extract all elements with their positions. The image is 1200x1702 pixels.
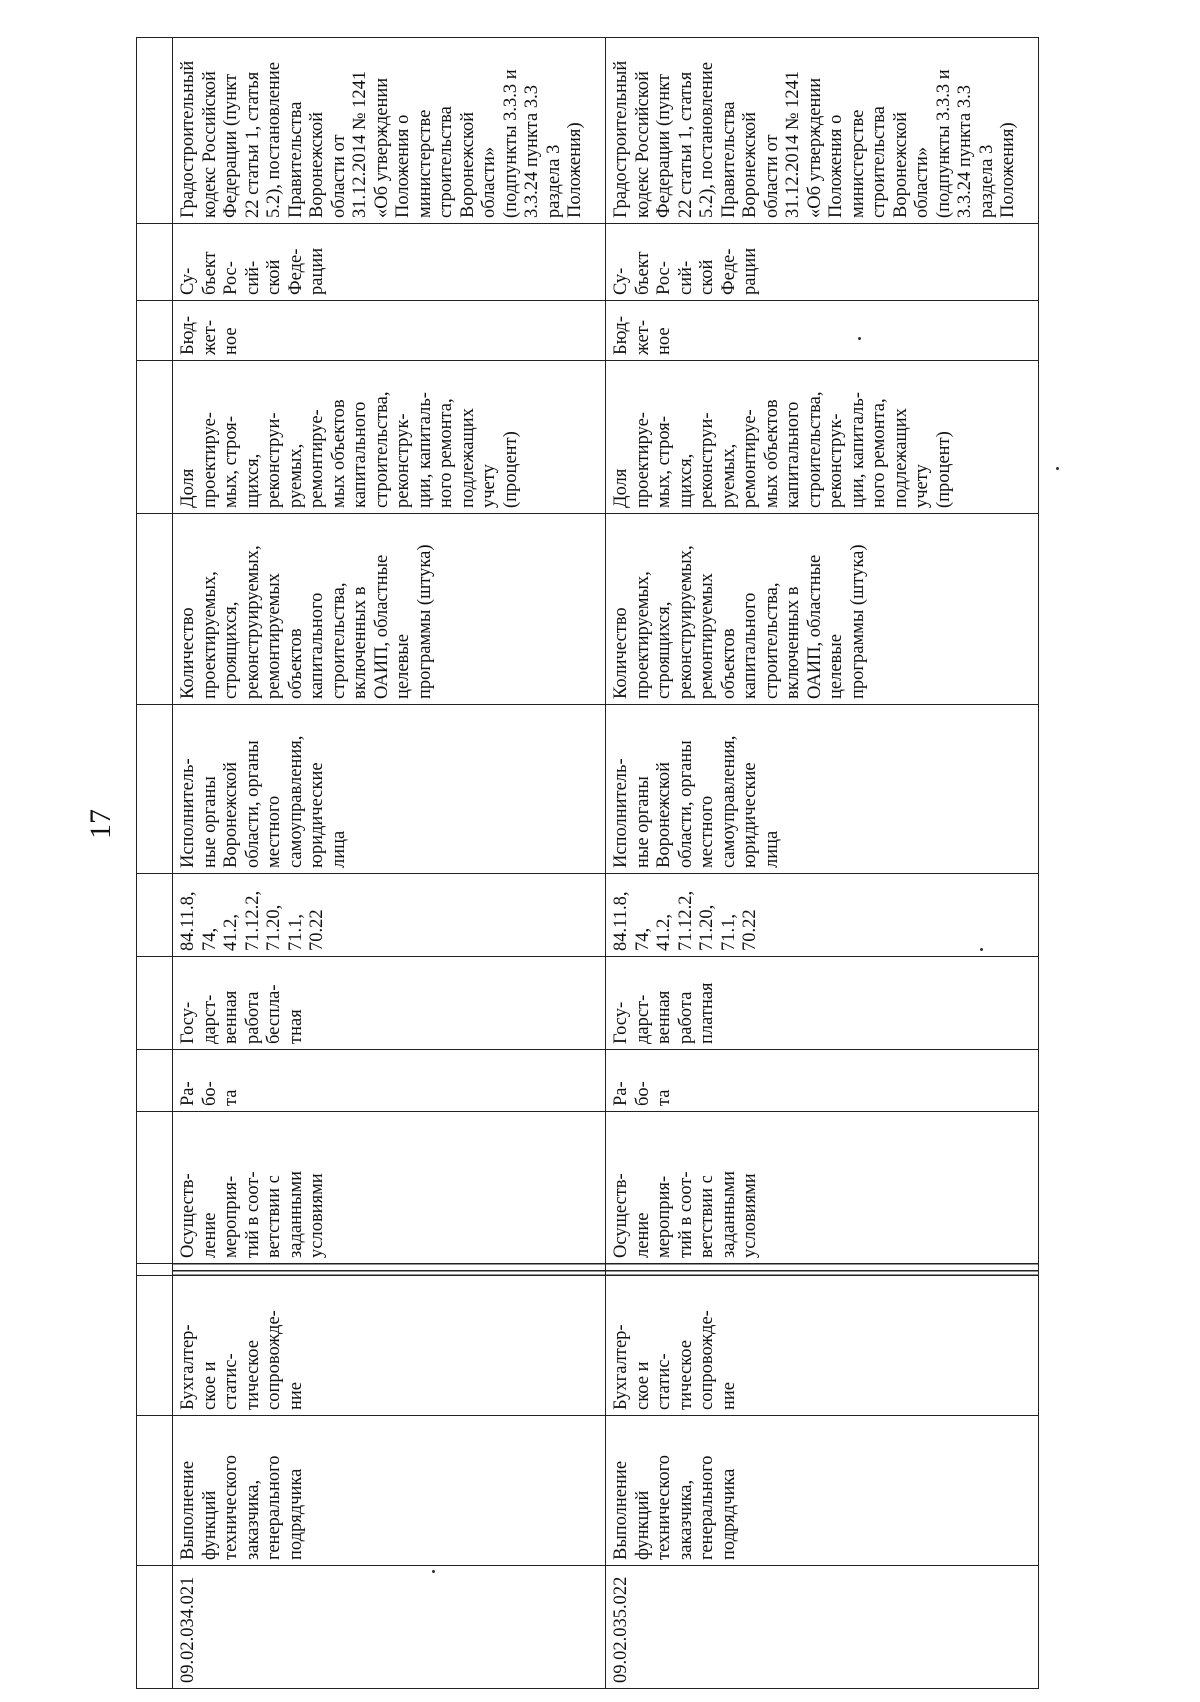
cell-text-line: Осуществ- <box>611 1173 631 1258</box>
spacer-row-top <box>137 38 173 1689</box>
cell-text-line: Воронежской <box>890 111 911 218</box>
cell-text-line: подрядчика <box>718 1468 739 1560</box>
cell-text-line: реконструк- <box>826 413 846 508</box>
cell-text-line: Правительства <box>285 101 306 218</box>
cell-text-line: 5.2), постановление <box>697 62 717 218</box>
cell-text-line: Рос- <box>221 261 241 295</box>
cell-text-line: реконструируемых, <box>675 545 696 699</box>
spacer-cell <box>137 301 173 361</box>
cell-text-line: та <box>221 1089 241 1106</box>
cell-text-line: Осуществ- <box>178 1173 198 1258</box>
cell-funding-type <box>173 301 606 361</box>
spacer-cell <box>137 957 173 1050</box>
cell-text-line: дарст- <box>199 994 220 1044</box>
cell-text-line: щихся, <box>675 453 696 508</box>
cell-text-line: капитального <box>307 592 327 699</box>
cell-text-line: Положения о <box>826 114 846 218</box>
cell-text-line: заданными <box>718 1171 739 1258</box>
cell-text-line: реконструк- <box>393 413 413 508</box>
cell-text-line: строительства, <box>328 582 349 699</box>
cell-text-line: (подпункты 3.3.3 и <box>500 69 521 218</box>
cell-quality-indicator <box>173 361 606 514</box>
cell-conditions <box>606 1112 1039 1264</box>
cell-text-line: строительства <box>436 106 456 218</box>
cell-text-line: Исполнитель- <box>611 758 631 868</box>
cell-text-line: Воронежской <box>457 111 478 218</box>
cell-text-line: рации <box>307 247 327 295</box>
cell-text-line: 71.20, <box>697 904 717 951</box>
cell-text-line: мероприя- <box>221 1175 241 1258</box>
cell-text-line: Воронежской <box>654 761 674 868</box>
cell-text-line: ремонтируемых <box>697 573 717 699</box>
cell-text-line: (процент) <box>933 431 954 508</box>
cell-text-line: ные органы <box>632 776 653 868</box>
cell-text-line: ции, капиталь- <box>414 392 435 508</box>
cell-text-line: щихся, <box>242 453 263 508</box>
cell-text-line: Доля <box>611 468 631 508</box>
cell-text-line: Количество <box>178 607 198 699</box>
cell-text-line: раздела 3 <box>976 144 997 218</box>
cell-text-line: области от <box>761 134 782 218</box>
cell-text-line: 3.3.24 пункта 3.3 <box>955 85 975 218</box>
cell-text-line: реконструируемых, <box>242 545 263 699</box>
cell-text-line: ремонтируе- <box>307 409 327 508</box>
cell-text-line: руемых, <box>718 443 739 508</box>
cell-text-line: ление <box>199 1212 220 1258</box>
cell-text-line: ного ремонта, <box>436 398 456 508</box>
cell-authority-level <box>606 224 1039 301</box>
cell-text-line: строительства, <box>371 391 392 508</box>
cell-text-line: венная <box>654 990 674 1044</box>
cell-text-line: заказчика, <box>675 1479 696 1560</box>
cell-text-line: Положения) <box>565 122 585 218</box>
scan-speck <box>858 337 861 340</box>
cell-text-line: целевые <box>393 634 413 699</box>
cell-text-line: 5.2), постановление <box>264 62 284 218</box>
cell-text-line: генерального <box>264 1455 284 1560</box>
cell-text-line: подлежащих <box>890 408 911 508</box>
spacer-cell <box>137 705 173 874</box>
cell-separator <box>606 1264 1039 1276</box>
cell-text-line: целевые <box>826 634 846 699</box>
cell-text-line: строительства, <box>761 582 782 699</box>
cell-text-line: учету <box>912 464 932 508</box>
cell-text-line: платная <box>697 982 717 1044</box>
cell-text-line: 74, <box>199 927 220 951</box>
cell-text-line: области» <box>912 146 932 218</box>
cell-text-line: венная <box>221 990 241 1044</box>
cell-text-line: ской <box>264 259 284 295</box>
cell-text-line: Бюд- <box>178 315 198 355</box>
cell-text-line: кодекс Российской <box>632 71 653 218</box>
cell-separator <box>173 1264 606 1276</box>
cell-work-content <box>173 1276 606 1416</box>
cell-text-line: юридические <box>307 762 327 868</box>
cell-text-line: капитального <box>740 592 760 699</box>
cell-registry-code <box>173 1566 606 1689</box>
cell-text-line: местного <box>697 795 717 868</box>
cell-text-line: сий- <box>675 260 696 295</box>
cell-text-line: 74, <box>632 927 653 951</box>
cell-text-line: области, органы <box>242 740 263 868</box>
cell-text-line: Ра- <box>178 1081 198 1106</box>
cell-text-line: 3.3.24 пункта 3.3 <box>522 85 542 218</box>
cell-text-line: министерстве <box>414 109 435 218</box>
cell-text-line: Бухгалтер- <box>178 1324 198 1410</box>
cell-text-line: кодекс Российской <box>199 71 220 218</box>
cell-text-line: Доля <box>178 468 198 508</box>
cell-text-line: проектируемых, <box>632 571 653 699</box>
cell-text-line: условиями <box>307 1173 327 1258</box>
cell-text-line: местного <box>264 795 284 868</box>
cell-registry-code <box>606 1566 1039 1689</box>
cell-text-line: беспла- <box>264 984 284 1044</box>
cell-text-line: самоуправления, <box>718 735 739 868</box>
cell-text-line: статис- <box>654 1353 674 1410</box>
cell-text-line: 41.2, <box>221 914 241 951</box>
cell-text-line: работа <box>242 991 263 1044</box>
cell-consumers <box>606 705 1039 874</box>
rotated-table-wrapper <box>136 38 1039 1689</box>
cell-text-line: строительства <box>869 106 889 218</box>
cell-text-line: Ра- <box>611 1081 631 1106</box>
cell-text-line: лица <box>761 830 782 868</box>
cell-text-line: Воронежской <box>221 761 241 868</box>
cell-text-line: ное <box>654 327 674 355</box>
cell-text-line: самоуправления, <box>285 735 306 868</box>
cell-text-line: ние <box>285 1381 306 1410</box>
cell-text-line: ные органы <box>199 776 220 868</box>
cell-text-line: функций <box>199 1490 220 1560</box>
cell-text-line: подлежащих <box>457 408 478 508</box>
cell-text-line: мых объектов <box>761 399 782 508</box>
cell-text-line: ции, капиталь- <box>847 392 868 508</box>
cell-text-line: 71.12.2, <box>675 890 696 951</box>
cell-text-line: ОАИП, областные <box>371 554 392 699</box>
cell-consumers <box>173 705 606 874</box>
cell-text-line: реконструи- <box>264 412 284 508</box>
cell-text-line: тическое <box>675 1340 696 1410</box>
cell-text-line: бо- <box>632 1081 653 1106</box>
cell-text-line: капитального <box>783 401 803 508</box>
cell-text-line: дарст- <box>632 994 653 1044</box>
cell-text-line: строящихся, <box>221 601 241 699</box>
cell-text-line: ремонтируе- <box>740 409 760 508</box>
page-number: 17 <box>84 809 117 839</box>
cell-text-line: строящихся, <box>654 601 674 699</box>
cell-text-line: Градостроительный <box>611 60 631 218</box>
cell-text-line: 31.12.2014 № 1241 <box>783 70 803 218</box>
cell-text-line: Правительства <box>718 101 739 218</box>
cell-text-line: 70.22 <box>740 909 760 951</box>
cell-okved-codes <box>606 874 1039 957</box>
spacer-cell <box>137 514 173 705</box>
cell-text-line: 22 статьи 1, статья <box>675 71 696 218</box>
cell-text-line: бъект <box>199 251 220 295</box>
cell-text-line: «Об утверждении <box>371 77 392 218</box>
cell-text-line: бъект <box>632 251 653 295</box>
cell-text-line: ного ремонта, <box>869 398 889 508</box>
cell-type <box>606 1050 1039 1112</box>
cell-text-line: тная <box>285 1009 306 1044</box>
cell-text-line: подрядчика <box>285 1468 306 1560</box>
cell-text-line: Госу- <box>178 1001 198 1044</box>
spacer-cell <box>137 1416 173 1566</box>
cell-work-name <box>606 1416 1039 1566</box>
cell-text-line: (подпункты 3.3.3 и <box>933 69 954 218</box>
cell-text-line: ление <box>632 1212 653 1258</box>
cell-text-line: ское и <box>199 1361 220 1410</box>
cell-text-line: ветствии с <box>264 1175 284 1258</box>
cell-text-line: 84.11.8, <box>178 891 198 951</box>
cell-text-line: генерального <box>697 1455 717 1560</box>
cell-text-line: мых объектов <box>328 399 349 508</box>
registry-table <box>136 37 1039 1689</box>
cell-text-line: проектируе- <box>632 412 653 508</box>
spacer-cell <box>137 361 173 514</box>
cell-text-line: области, органы <box>675 740 696 868</box>
cell-text-line: Выполнение <box>178 1460 198 1560</box>
cell-work-name <box>173 1416 606 1566</box>
cell-text-line: 41.2, <box>654 914 674 951</box>
cell-text-line: включенных в <box>783 586 803 699</box>
cell-text-line: мых, строя- <box>221 416 241 508</box>
cell-text-line: бо- <box>199 1081 220 1106</box>
spacer-cell <box>137 874 173 957</box>
cell-text-line: строительства, <box>804 391 825 508</box>
cell-text-line: функций <box>632 1490 653 1560</box>
cell-quality-indicator <box>606 361 1039 514</box>
cell-type <box>173 1050 606 1112</box>
cell-text-line: Феде- <box>285 248 306 295</box>
spacer-cell <box>137 1566 173 1689</box>
cell-text-line: руемых, <box>285 443 306 508</box>
cell-text-line: ремонтируемых <box>264 573 284 699</box>
cell-work-content <box>606 1276 1039 1416</box>
cell-text-line: Феде- <box>718 248 739 295</box>
cell-text-line: условиями <box>740 1173 760 1258</box>
cell-text-line: Воронежской <box>740 111 760 218</box>
cell-text-line: Су- <box>178 267 198 295</box>
cell-text-line: раздела 3 <box>543 144 564 218</box>
cell-text-line: Бухгалтер- <box>611 1324 631 1410</box>
cell-volume-indicator <box>173 514 606 705</box>
cell-text-line: проектируемых, <box>199 571 220 699</box>
cell-text-line: Федерации (пункт <box>221 73 241 218</box>
cell-text-line: та <box>654 1089 674 1106</box>
spacer-cell <box>137 38 173 224</box>
cell-text-line: мых, строя- <box>654 416 674 508</box>
spacer-cell <box>137 1050 173 1112</box>
cell-volume-indicator <box>606 514 1039 705</box>
cell-text-line: ской <box>697 259 717 295</box>
cell-text-line: мероприя- <box>654 1175 674 1258</box>
cell-text-line: заказчика, <box>242 1479 263 1560</box>
cell-text-line: (процент) <box>500 431 521 508</box>
cell-text-line: юридические <box>740 762 760 868</box>
cell-text-line: технического <box>221 1455 241 1560</box>
cell-text-line: Выполнение <box>611 1460 631 1560</box>
cell-text-line: проектируе- <box>199 412 220 508</box>
scan-speck <box>1056 467 1059 470</box>
cell-text-line: 71.1, <box>718 914 739 951</box>
cell-text-line: 84.11.8, <box>611 891 631 951</box>
cell-text-line: ское и <box>632 1361 653 1410</box>
spacer-cell <box>137 1264 173 1276</box>
cell-text-line: 22 статьи 1, статья <box>242 71 263 218</box>
spacer-cell <box>137 1112 173 1264</box>
cell-category <box>173 957 606 1050</box>
cell-text-line: Исполнитель- <box>178 758 198 868</box>
spacer-cell <box>137 1276 173 1416</box>
table-row <box>173 38 606 1689</box>
registry-code-text: 09.02.035.022 <box>611 1576 631 1683</box>
cell-text-line: 71.20, <box>264 904 284 951</box>
cell-text-line: Рос- <box>654 261 674 295</box>
cell-text-line: программы (штука) <box>847 544 868 699</box>
cell-text-line: ное <box>221 327 241 355</box>
cell-text-line: 71.12.2, <box>242 890 263 951</box>
cell-text-line: министерстве <box>847 109 868 218</box>
cell-text-line: работа <box>675 991 696 1044</box>
cell-text-line: сий- <box>242 260 263 295</box>
cell-text-line: жет- <box>199 320 220 355</box>
cell-text-line: лица <box>328 830 349 868</box>
cell-text-line: 71.1, <box>285 914 306 951</box>
cell-text-line: тий в соот- <box>675 1171 696 1258</box>
cell-authority-level <box>173 224 606 301</box>
cell-text-line: технического <box>654 1455 674 1560</box>
cell-text-line: 31.12.2014 № 1241 <box>350 70 370 218</box>
scan-speck <box>980 948 983 951</box>
registry-code-text: 09.02.034.021 <box>178 1576 198 1683</box>
cell-text-line: Федерации (пункт <box>654 73 674 218</box>
cell-category <box>606 957 1039 1050</box>
cell-text-line: Госу- <box>611 1001 631 1044</box>
cell-text-line: сопровожде- <box>697 1310 717 1410</box>
cell-text-line: области» <box>479 146 499 218</box>
spacer-cell <box>137 224 173 301</box>
cell-legal-basis <box>606 38 1039 224</box>
cell-text-line: Количество <box>611 607 631 699</box>
cell-text-line: включенных в <box>350 586 370 699</box>
cell-text-line: заданными <box>285 1171 306 1258</box>
cell-text-line: Су- <box>611 267 631 295</box>
cell-text-line: «Об утверждении <box>804 77 825 218</box>
cell-text-line: реконструи- <box>697 412 717 508</box>
cell-text-line: ние <box>718 1381 739 1410</box>
table-row <box>606 38 1039 1689</box>
cell-conditions <box>173 1112 606 1264</box>
cell-text-line: объектов <box>718 628 739 699</box>
cell-text-line: ОАИП, областные <box>804 554 825 699</box>
cell-okved-codes <box>173 874 606 957</box>
cell-text-line: области от <box>328 134 349 218</box>
cell-text-line: статис- <box>221 1353 241 1410</box>
cell-text-line: Бюд- <box>611 315 631 355</box>
cell-text-line: программы (штука) <box>414 544 435 699</box>
cell-legal-basis <box>173 38 606 224</box>
cell-text-line: рации <box>740 247 760 295</box>
cell-text-line: тий в соот- <box>242 1171 263 1258</box>
cell-text-line: тическое <box>242 1340 263 1410</box>
cell-text-line: Градостроительный <box>178 60 198 218</box>
cell-text-line: капитального <box>350 401 370 508</box>
cell-text-line: ветствии с <box>697 1175 717 1258</box>
cell-text-line: объектов <box>285 628 306 699</box>
cell-text-line: жет- <box>632 320 653 355</box>
cell-text-line: 70.22 <box>307 909 327 951</box>
cell-text-line: Положения) <box>998 122 1018 218</box>
cell-text-line: учету <box>479 464 499 508</box>
cell-funding-type <box>606 301 1039 361</box>
cell-text-line: Положения о <box>393 114 413 218</box>
scan-speck <box>432 1570 435 1573</box>
cell-text-line: сопровожде- <box>264 1310 284 1410</box>
cell-text-line: Воронежской <box>307 111 327 218</box>
